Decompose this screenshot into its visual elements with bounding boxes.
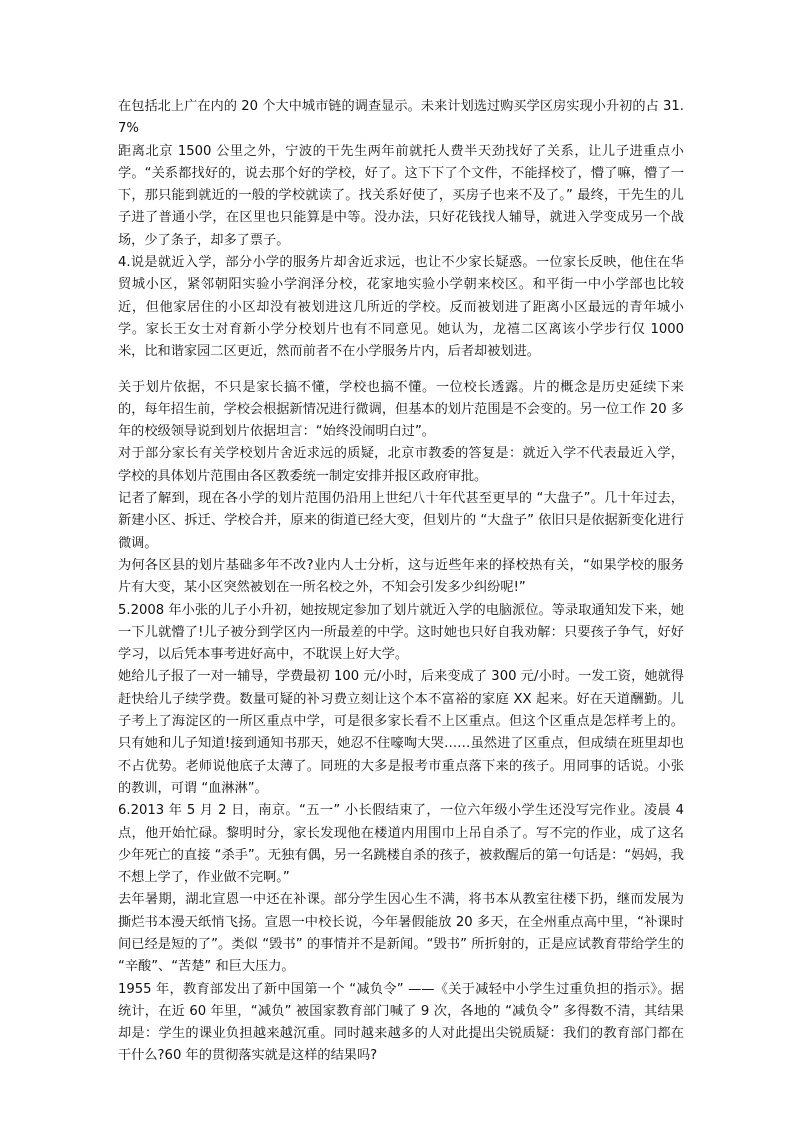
paragraph-gap (118, 364, 684, 377)
paragraph-item-5: 5.2008 年小张的儿子小升初，她按规定参加了划片就近入学的电脑派位。等录取通知发下来，她一下儿就懵了!儿子被分到学区内一所最差的中学。这时她也只好自我劝解：只要孩子争气，好好学习，以后凭本事考进好高中，不耽误上好大学。 (118, 602, 684, 663)
paragraph-item-4: 4.说是就近入学，部分小学的服务片却舍近求远，也让不少家长疑惑。一位家长反映，他住在华贸城小区，紧邻朝阳实验小学润泽分校，花家地实验小学朝来校区。和平街一中小学部也比较近，但他家居住的小区却没有被划进这几所近的学校。反而被划进了距离小区最远的青年城小学。家长王女士对育新小学分校划片也有不同意见。她认为，龙禧二区离该小学步行仅 1000 米，比和谐家园二区更近，然而前者不在小学服务片内，后者却被划进。 (118, 255, 684, 360)
paragraph-analysis: 为何各区县的划片基础多年不改?业内人士分析，这与近些年来的择校热有关，“如果学校的服务片有大变，某小区突然被划在一所名校之外，不知会引发多少纠纷呢!” (118, 557, 684, 596)
paragraph-tutoring: 她给儿子报了一对一辅导，学费最初 100 元/小时，后来变成了 300 元/小时。一发工资，她就得赶快给儿子续学费。数量可疑的补习费立刻让这个本不富裕的家庭 XX 起来。好在天道酬勤。儿子考上了海淀区的一所区重点中学，可是很多家长看不上区重点。但这个区重点是怎样考上的。只有她和儿子知道!接到通知书那天，她忍不住嚎啕大哭……虽然进了区重点，但成绩在班里却也不占优势。老师说他底子太薄了。同班的大多是报考市重点落下来的孩子。用同事的话说。小张的教训，可谓 “血淋淋”。 (118, 669, 684, 796)
paragraph-item-6: 6.2013 年 5 月 2 日，南京。“五一” 小长假结束了，一位六年级小学生还没写完作业。凌晨 4 点，他开始忙碌。黎明时分，家长发现他在楼道内用围巾上吊自杀了。写不完的作业，成了这名少年死亡的直接 “杀手”。无独有偶，另一名跳楼自杀的孩子，被救醒后的第一句话是：“妈妈，我不想上学了，作业做不完啊。” (118, 803, 684, 886)
paragraph-xuanen: 去年暑期，湖北宣恩一中还在补课。部分学生因心生不满，将书本从教室往楼下扔，继而发展为撕烂书本漫天纸悄飞扬。宣恩一中校长说，今年暑假能放 20 多天，在全州重点高中里，“补课时间已经是短的了”。类似 “毁书” 的事情并不是新闻。“毁书” 所折射的，正是应试教育带给学生的 “辛酸”、“苦楚” 和巨大压力。 (118, 892, 684, 975)
paragraph-zoning-basis: 关于划片依据，不只是家长搞不懂，学校也搞不懂。一位校长透露。片的概念是历史延续下来的，每年招生前，学校会根据新情况进行微调，但基本的划片范围是不会变的。另一位工作 20 多年的校级领导说到划片依据坦言：“始终没闹明白过”。 (118, 379, 684, 440)
paragraph-ningbo: 距离北京 1500 公里之外，宁波的干先生两年前就托人费半天劲找好了关系，让儿子进重点小学。“关系都找好的，说去那个好的学校，好了。这下下了个文件，不能择校了，懵了嘛，懵了一下，那只能到就近的一般的学校就读了。找关系好使了，买房子也来不及了。” 最终，干先生的儿子进了普通小学，在区里也只能算是中等。没办法，只好花钱找人辅导，就进入学变成另一个战场，少了条子，却多了票子。 (118, 143, 685, 248)
paragraph-reporter: 记者了解到，现在各小学的划片范围仍沿用上世纪八十年代甚至更早的 “大盘子”。几十年过去，新建小区、拆迁、学校合并，原来的街道已经大变，但划片的 “大盘子” 依旧只是依据新变化进行微调。 (118, 491, 684, 551)
paragraph-education-commission: 对于部分家长有关学校划片舍近求远的质疑，北京市教委的答复是：就近入学不代表最近入学，学校的具体划片范围由各区教委统一制定安排并报区政府审批。 (118, 446, 684, 484)
document-body (118, 96, 684, 1068)
paragraph-survey: 在包括北上广在内的 20 个大中城市链的调查显示。未来计划选过购买学区房实现小升初的占 31.7% (118, 99, 684, 137)
paragraph-1955: 1955 年，教育部发出了新中国第一个 “减负令” ——《关于减轻中小学生过重负担的指示》。据统计，在近 60 年里，“减负” 被国家教育部门喊了 9 次，各地的 “减负令” 多得数不清，其结果却是：学生的课业负担越来越沉重。同时越来越多的人对此提出尖锐质疑：我们的教育部门都在干什么?60 年的贯彻落实就是这样的结果吗? (118, 981, 684, 1064)
